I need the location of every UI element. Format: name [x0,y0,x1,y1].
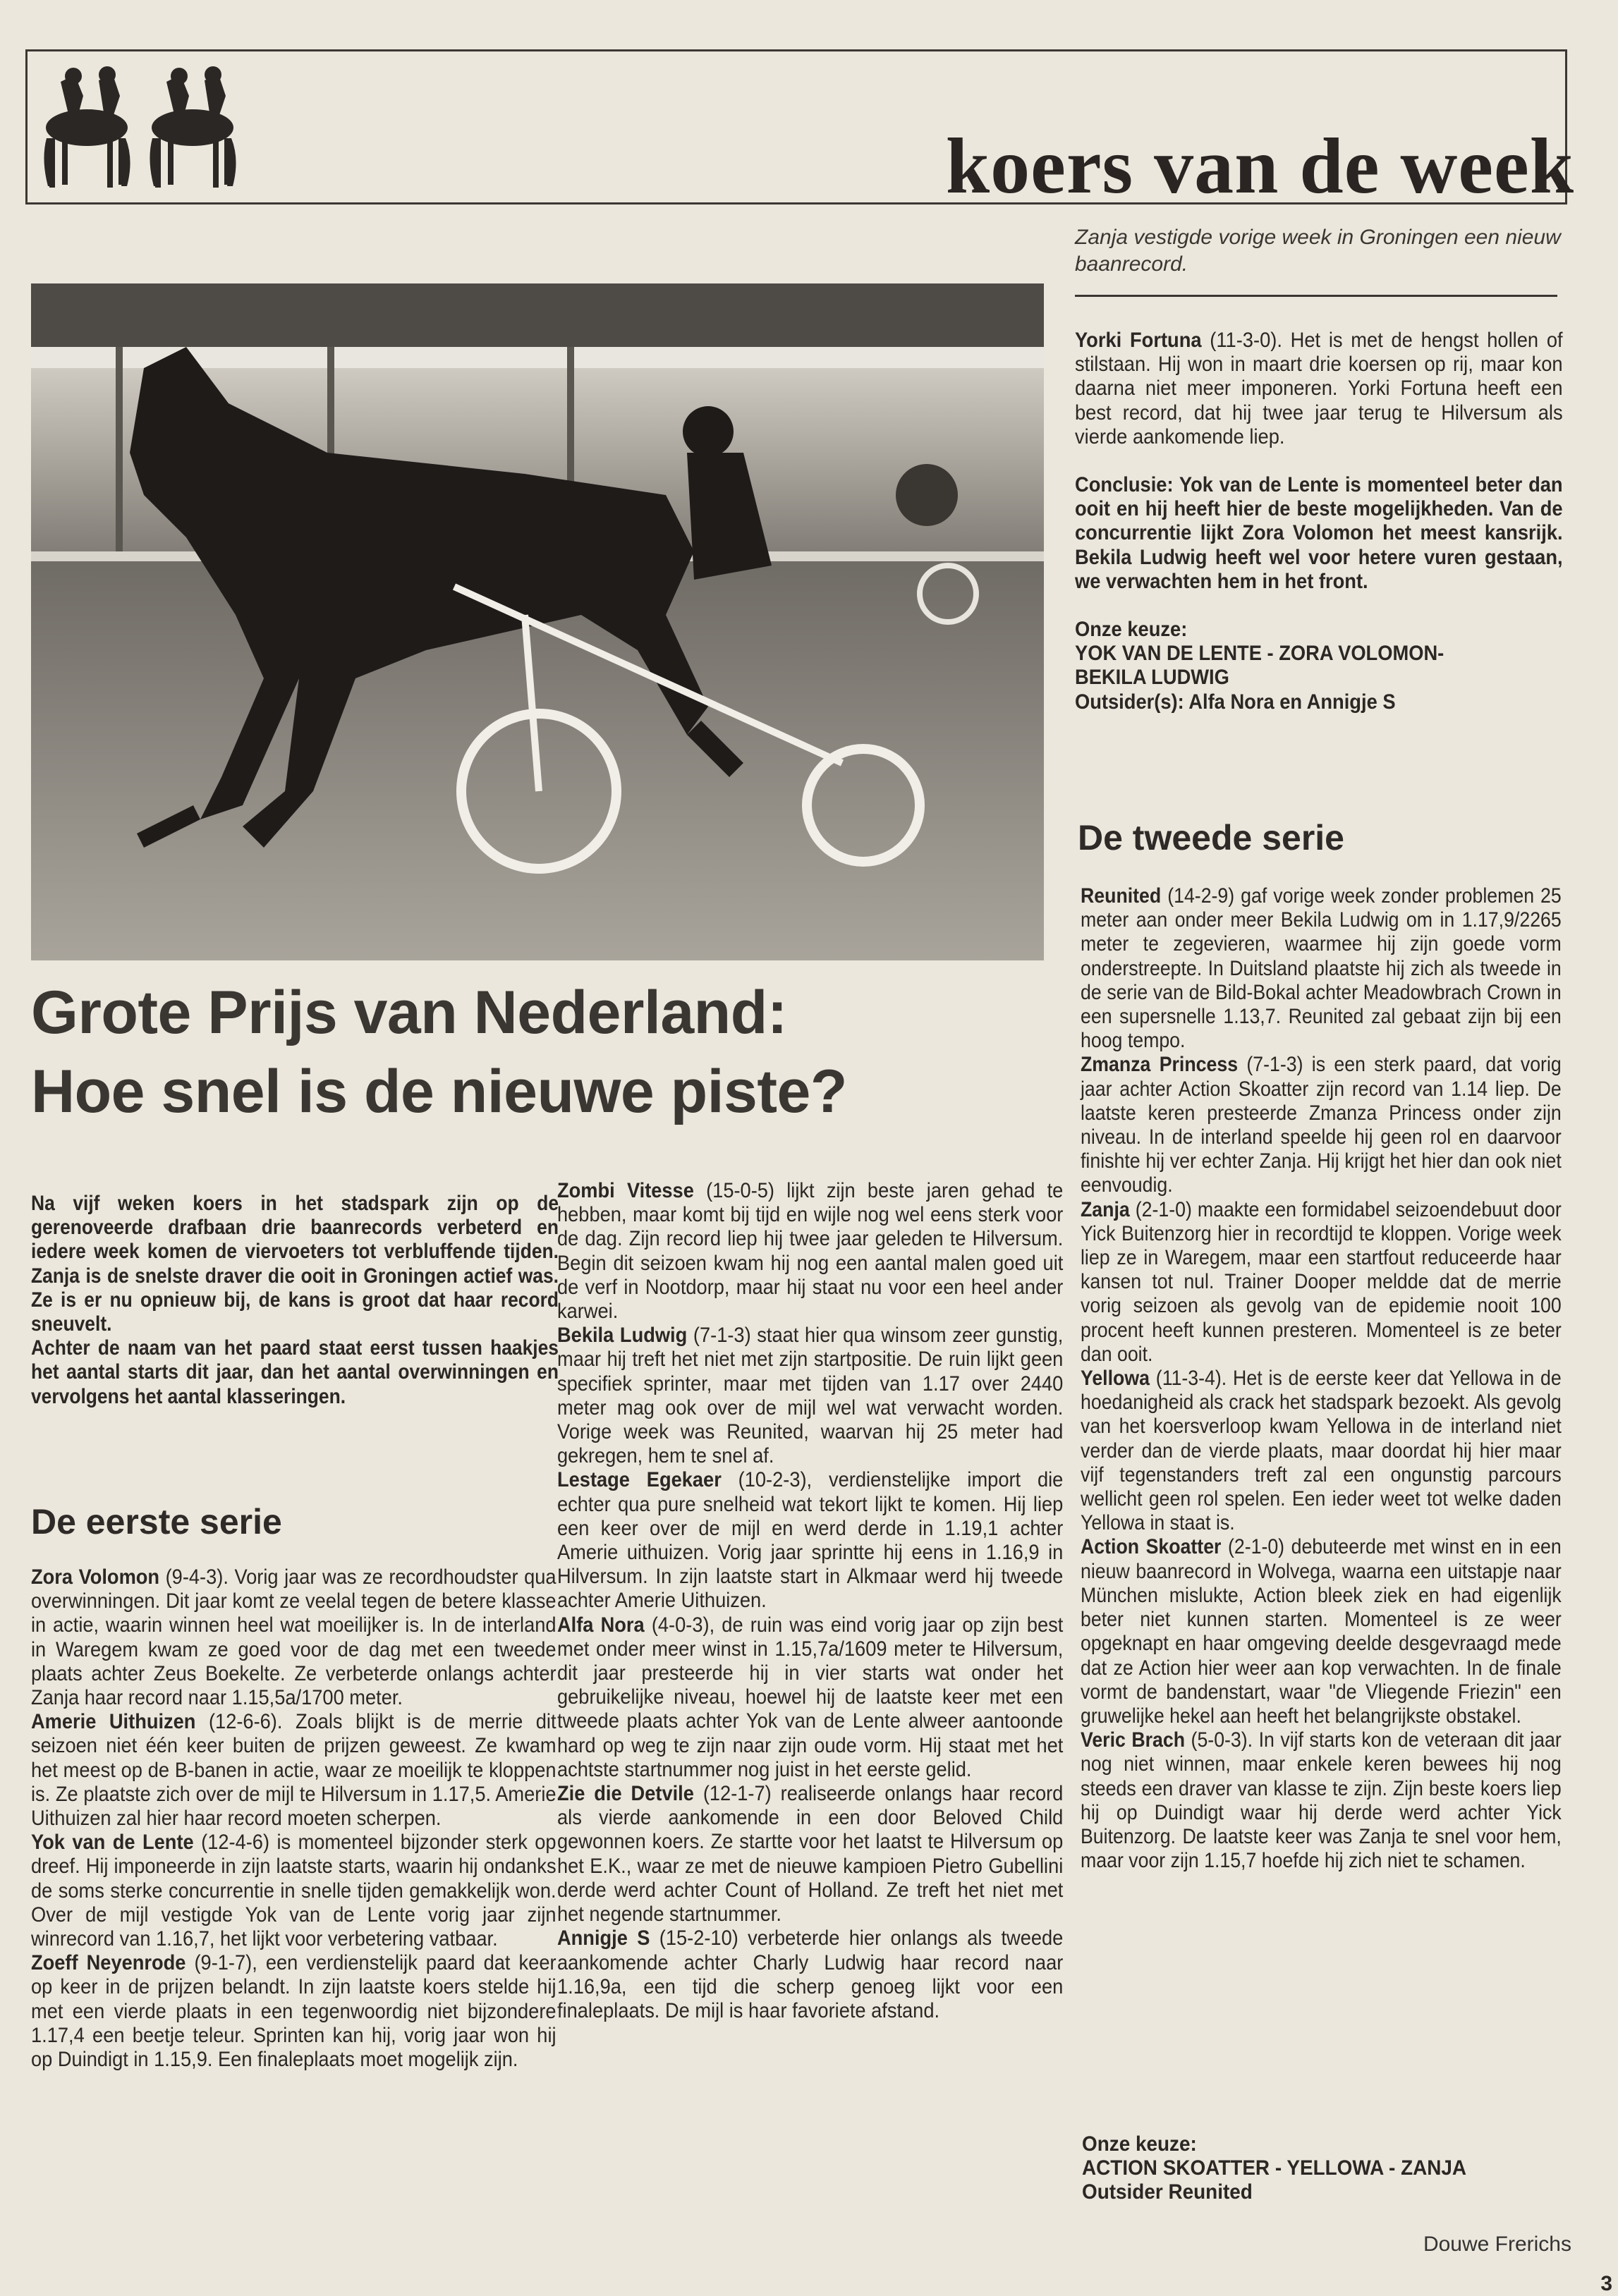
photo-caption: Zanja vestigde vorige week in Groningen een nieuw baanrecord. [1075,226,1561,276]
horse-description: (2-1-0) debuteerde met winst en in een nieuw baanrecord in Wolvega, waarna een uitstapje naar München mislukte, Action bleek ziek en had eigenlijk beter niet kunnen starten. Momenteel is ze weer opgeknapt en haar omgeving deelde desgevraagd mede dat ze Action hier weer aan kop verwachten. In de finale vormt de bandenstart, waar "de Vliegende Friezin" een gruwelijke hekel aan heeft het belangrijkste obstakel. [1081,1535,1562,1728]
choice-1-outsider: Outsider(s): Alfa Nora en Annigje S [1075,690,1396,714]
horse-name: Zanja [1081,1197,1130,1221]
horse-name: Reunited [1081,884,1162,908]
horse-description: (5-0-3). In vijf starts kon de veteraan dit jaar nog niet winnen, maar enkele keren bewees hij nog steeds een draver van klasse te zijn. Zijn beste koers liep hij op Duindigt waar hij derde werd achter Yick Buitenzorg. De laatste keer was Zanja te snel voor hem, maar voor zijn 1.15,7 hoefde hij zich niet te schamen. [1081,1728,1562,1873]
logo-horse-right-icon [150,66,236,188]
horse-name: Zoeff Neyenrode [31,1951,186,1975]
column-3-top [1075,329,1563,714]
choice-1-line-2: BEKILA LUDWIG [1075,666,1229,690]
horse-entry [1081,884,1562,1053]
horse-name: Alfa Nora [557,1613,645,1637]
choice-2-line-1: ACTION SKOATTER - YELLOWA - ZANJA [1082,2156,1467,2180]
conclusion-paragraph: Conclusie: Yok van de Lente is momenteel beter dan ooit en hij heeft hier de beste mogelijkheden. Van de concurrentie lijkt Zora Volomon het meest kansrijk. Bekila Ludwig heeft wel voor hetere vuren gestaan, we verwachten hem in het front. [1075,473,1563,593]
column-3 [1081,884,1562,1873]
horse-name: Zora Volomon [31,1565,160,1589]
horse-entry [1081,1053,1562,1197]
horse-description: (10-2-3), verdienstelijke import die echter qua pure snelheid wat tekort lijkt te komen. Hij liep een keer over de mijl en werd derde in 1.19,1 achter Amerie uithuizen. Vorig jaar sprintte hij eens in 1.16,9 in Hilversum. In zijn laatste start in Alkmaar werd hij tweede achter Amerie Uithuizen. [557,1468,1064,1613]
horse-description: (12-6-6). Zoals blijkt is de merrie dit seizoen niet één keer buiten de prijzen geweest. Ze kwam het meest op de B-banen in actie, waar ze moeilijk te kloppen is. Ze plaatste zich over de mijl te Hilversum in 1.17,5. Amerie Uithuizen zal hier haar record moeten scherpen. [31,1710,556,1831]
horse-entry [1081,1367,1562,1535]
headline-line-2: Hoe snel is de nieuwe piste? [31,1058,847,1125]
horse-name: Yellowa [1081,1367,1150,1391]
horse-name: Zombi Vitesse [557,1179,694,1202]
horse-entry [1081,1535,1562,1728]
horse-entry [557,1324,1063,1468]
harness-race-photo [31,283,1044,960]
horse-description: (11-3-0). Het is met de hengst hollen of stilstaan. Hij won in maart drie koersen op rij, maar kon daarna niet meer imponeren. Yorki Fortuna heeft een best record, dat hij twee jaar terug te Hilversum als vierde aankomende liep. [1075,329,1563,448]
choice-1-label: Onze keuze: [1075,618,1188,642]
horse-entry [557,1613,1063,1782]
horse-description: (7-1-3) staat hier qua winsom zeer gunstig, maar hij treft het niet met zijn startpositie. De ruin lijkt geen specifiek sprinter, maar met tijden van 1.17 over 2440 meter mag ook over de mijl wel wat verwacht worden. Vorige week was Reunited, waarvan hij 25 meter had gekregen, hem te snel af. [557,1324,1064,1468]
trotting-horses-logo [34,61,245,202]
choice-2-label: Onze keuze: [1082,2132,1197,2156]
horse-entry [557,1468,1063,1613]
horse-entry [1081,1198,1562,1367]
horse-entry [31,1710,556,1831]
horse-name: Veric Brach [1081,1728,1186,1752]
horse-name: Amerie Uithuizen [31,1710,196,1734]
horse-description: (4-0-3), de ruin was eind vorig jaar op zijn best met onder meer winst in 1.15,7a/1609 meter te Hilversum, dit jaar presteerde hij in vier starts wat onder het gebruikelijke niveau, hoewel hij de laatste keer met een tweede plaats achter Yok van de Lente alweer aantoonde hard op weg te zijn naar zijn oude vorm. Hij staat met het achtste startnummer nog juist in het eerste gelid. [557,1613,1064,1781]
article-headline [31,973,1061,1131]
article-intro [31,1192,559,1409]
horse-description: (7-1-3) is een sterk paard, dat vorig jaar achter Action Skoatter zijn record van 1.14 liep. De laatste keren presteerde Zmanza Princess onder zijn niveau. In de interland speelde hij geen rol en daarvoor finishte hij ver echter Zanja. Hij krijgt het hier dan ook niet eenvoudig. [1081,1053,1562,1197]
horse-name: Zie die Detvile [557,1782,694,1806]
masthead-title: koers van de week [945,123,1574,210]
horse-name: Bekila Ludwig [557,1324,688,1348]
horse-description: (11-3-4). Het is de eerste keer dat Yellowa in de hoedanigheid als crack het stadspark bezoekt. Als gevolg van het koersverloop kwam Yellowa in de interland niet verder dan de vierde plaats, maar doordat hij hier maar vijf tegenstanders treft zal een ongunstig parcours wellicht geen rol spelen. Een ieder weet tot welke daden Yellowa in staat is. [1081,1367,1562,1535]
horse-name: Action Skoatter [1081,1535,1222,1559]
horse-entry [31,1951,556,2072]
column-2 [557,1179,1063,2023]
column-1 [31,1565,556,2072]
intro-legend-paragraph: Achter de naam van het paard staat eerst tussen haakjes het aantal starts dit jaar, dan het aantal overwinningen en vervolgens het aantal klasseringen. [31,1336,559,1408]
author-byline: Douwe Frerichs [1423,2233,1571,2256]
intro-paragraph: Na vijf weken koers in het stadspark zijn op de gerenoveerde drafbaan drie baanrecords verbeterd en iedere week komen de viervoeters tot verbluffende tijden. Zanja is de snelste draver die ooit in Groningen actief was. Ze is er nu opnieuw bij, de kans is groot dat haar record sneuvelt. [31,1192,559,1336]
horse-name: Yorki Fortuna [1075,329,1202,352]
logo-horse-left-icon [44,66,130,188]
horse-entry [31,1565,556,1710]
horse-name: Zmanza Princess [1081,1053,1239,1077]
page-number: 3 [1600,2272,1612,2295]
horse-name: Yok van de Lente [31,1831,194,1855]
horse-description: (12-1-7) realiseerde onlangs haar record als vierde aankomende in een door Beloved Child gewonnen koers. Ze startte voor het laatst te Hilversum op het E.K., waar ze met de nieuwe kampioen Pietro Gubellini derde werd achter Count of Holland. Ze treft het niet met het negende startnummer. [557,1782,1064,1926]
horse-description: (2-1-0) maakte een formidabel seizoendebuut door Yick Buitenzorg hier in recordtijd te kloppen. Vorige week liep ze in Waregem, maar een startfout reduceerde haar kansen tot nul. Trainer Dooper meldde dat de merrie vorig seizoen als gevolg van de epidemie nooit 100 procent heeft kunnen presteren. Momenteel is ze beter dan ooit. [1081,1197,1562,1366]
horse-description: (15-0-5) lijkt zijn beste jaren gehad te hebben, maar komt bij tijd en wijle nog wel eens sterk voor de dag. Zijn record liep hij twee jaar geleden te Hilversum. Begin dit seizoen kwam hij nog een aantal malen goed uit de verf in Nootdorp, maar hij staat nu voor een heel ander karwei. [557,1179,1064,1324]
horse-entry [31,1831,556,1951]
horse-description: (12-4-6) is momenteel bijzonder sterk op dreef. Hij imponeerde in zijn laatste starts, waarin hij ondanks de soms sterke concurrentie in snelle tijden gemakkelijk won. Over de mijl vestigde Yok van de Lente vorig jaar zijn winrecord van 1.16,7, het lijkt voor verbetering vatbaar. [31,1831,556,1951]
horse-name: Lestage Egekaer [557,1468,722,1492]
horse-entry [557,1926,1063,2023]
choice-2-outsider: Outsider Reunited [1082,2180,1253,2204]
horse-entry [557,1782,1063,1926]
section-heading-2: De tweede serie [1078,818,1344,857]
section-heading-1: De eerste serie [31,1502,282,1541]
our-choice-2 [1082,2132,1544,2205]
horse-description: (9-4-3). Vorig jaar was ze recordhoudster qua overwinningen. Dit jaar komt ze veelal tegen de betere klasse in actie, waarin winnen heel wat moeilijker is. In de interland in Waregem kwam ze goed voor de dag met een tweede plaats achter Zeus Boekelte. Ze verbeterde onlangs achter Zanja haar record naar 1.15,5a/1700 meter. [31,1565,556,1710]
choice-1-line-1: YOK VAN DE LENTE - ZORA VOLOMON- [1075,642,1444,666]
horse-description: (14-2-9) gaf vorige week zonder problemen 25 meter aan onder meer Bekila Ludwig om in 1.17,9/2265 meter te zegevieren, waarmee hij zijn goede vorm onderstreepte. In Duitsland plaatste hij zich als tweede in de serie van de Bild-Bokal achter Meadowbrach Crown in een supersnelle 1.13,7. Reunited zal gebaat zijn bij een hoog tempo. [1081,884,1562,1053]
our-choice-1 [1075,618,1563,714]
horse-entry [557,1179,1063,1324]
horse-entry [1081,1728,1562,1873]
horse-entry [1075,329,1563,449]
horse-name: Annigje S [557,1926,650,1950]
caption-divider [1075,295,1557,297]
horse-description: (9-1-7), een verdienstelijk paard dat keer op keer in de prijzen belandt. In zijn laatste koers stelde hij met een vierde plaats in een tegenwoordig niet bijzondere 1.17,4 een beetje teleur. Sprinten kan hij, vorig jaar won hij op Duindigt in 1.15,9. Een finaleplaats moet mogelijk zijn. [31,1951,556,2072]
horse-description: (15-2-10) verbeterde hier onlangs als tweede aankomende achter Charly Ludwig haar record naar 1.16,9a, een tijd die scherp genoeg lijkt voor een finaleplaats. De mijl is haar favoriete afstand. [557,1926,1064,2022]
headline-line-1: Grote Prijs van Nederland: [31,979,787,1046]
